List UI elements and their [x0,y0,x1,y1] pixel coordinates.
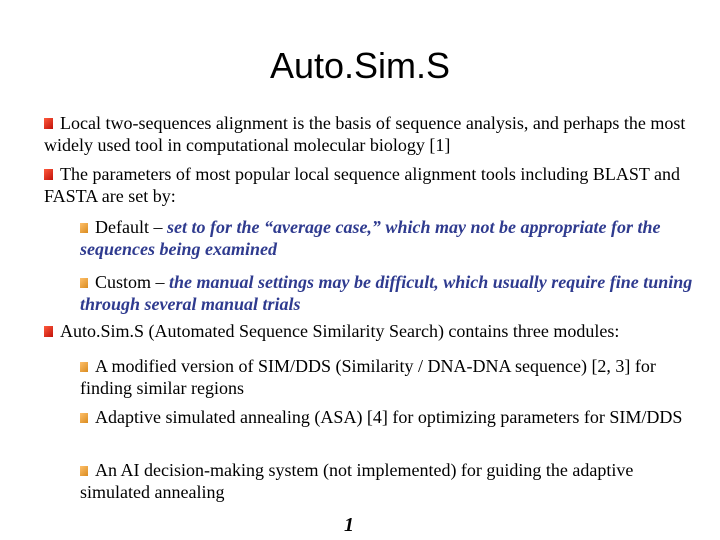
sub-bullet-lead: Default – [95,217,167,237]
slide-title: Auto.Sim.S [269,45,451,86]
square-bullet-icon [80,413,88,423]
square-bullet-icon [80,466,88,476]
sub-bullet-emphasis: the manual settings may be difficult, which usually require fine tuning through several manual trials [80,272,693,314]
page-number: 1 [344,514,354,536]
sub-bullet-item [80,355,700,399]
square-bullet-icon [80,278,88,288]
bullet-text: The parameters of most popular local sequence alignment tools including BLAST and FASTA are set by: [44,164,681,206]
bullet-item [44,112,694,156]
sub-bullet-text: An AI decision-making system (not implemented) for guiding the adaptive simulated annealing [80,460,634,502]
bullet-item [44,320,704,342]
sub-bullet-item [80,459,700,503]
sub-bullet-item [80,216,700,260]
sub-bullet-lead: Custom – [95,272,170,292]
sub-bullet-item [80,406,700,428]
square-bullet-icon [44,169,53,180]
sub-bullet-item [80,271,700,315]
square-bullet-icon [44,326,53,337]
square-bullet-icon [44,118,53,129]
square-bullet-icon [80,362,88,372]
bullet-item [44,163,694,207]
bullet-text: Auto.Sim.S (Automated Sequence Similarity Search) contains three modules: [60,321,620,341]
square-bullet-icon [80,223,88,233]
bullet-text: Local two-sequences alignment is the basis of sequence analysis, and perhaps the most widely used tool in computational molecular biology [1] [44,113,686,155]
sub-bullet-text: Adaptive simulated annealing (ASA) [4] for optimizing parameters for SIM/DDS [95,407,683,427]
sub-bullet-emphasis: set to for the “average case,” which may not be appropriate for the sequences being examined [80,217,661,259]
sub-bullet-text: A modified version of SIM/DDS (Similarity / DNA-DNA sequence) [2, 3] for finding similar regions [80,356,656,398]
